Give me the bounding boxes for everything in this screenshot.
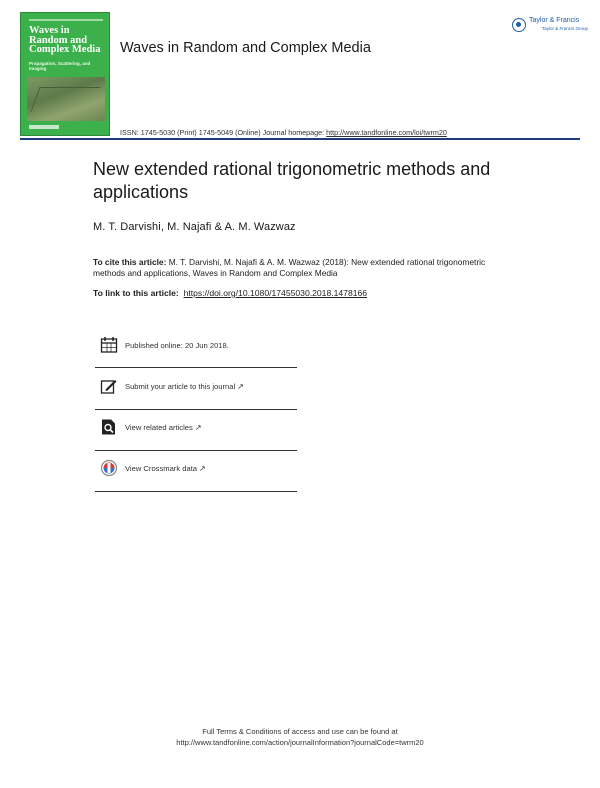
citation-text: M. T. Darvishi, M. Najafi & A. M. Wazwaz (2018): New extended rational trigonometric methods and applications, Waves in Random and Complex Media — [93, 257, 486, 278]
cover-image — [27, 77, 105, 121]
published-online-row — [95, 336, 297, 376]
submit-article-link[interactable] — [125, 382, 244, 391]
external-link-icon: ↗︎ — [199, 464, 206, 473]
cover-top-line — [29, 19, 103, 21]
issn-text: ISSN: 1745-5030 (Print) 1745-5049 (Online) Journal homepage: — [120, 128, 327, 137]
article-authors: M. T. Darvishi, M. Najafi & A. M. Wazwaz — [93, 221, 296, 233]
external-link-icon: ↗︎ — [194, 423, 202, 432]
doi-link[interactable]: https://doi.org/10.1080/17455030.2018.1478166 — [183, 288, 368, 298]
submit-article-row[interactable] — [95, 377, 297, 417]
related-articles-label: View related articles — [125, 423, 193, 432]
footer-terms-link[interactable]: http://www.tandfonline.com/action/journalInformation?journalCode=twrm20 — [176, 737, 424, 747]
crossmark-row[interactable] — [95, 459, 297, 499]
citation — [93, 257, 513, 279]
article-title: New extended rational trigonometric methods and applications — [93, 159, 491, 202]
divider — [95, 409, 297, 410]
divider — [95, 367, 297, 368]
published-online-text: Published online: 20 Jun 2018. — [125, 341, 229, 350]
search-document-icon — [100, 418, 118, 436]
issn-line — [120, 128, 447, 137]
related-articles-row[interactable] — [95, 418, 297, 458]
publisher-logo — [512, 16, 589, 36]
submit-article-label: Submit your article to this journal — [125, 382, 236, 391]
article-link-line — [93, 288, 367, 298]
publisher-logo-icon — [512, 18, 526, 32]
publisher-group: Taylor & Francis Group — [542, 26, 589, 31]
crossmark-label: View Crossmark data — [125, 464, 198, 473]
edit-icon — [100, 377, 118, 395]
link-label: To link to this article: — [93, 288, 179, 298]
crossmark-link[interactable] — [125, 464, 206, 473]
cover-subtitle: Propagation, Scattering, and Imaging — [29, 61, 91, 71]
divider — [95, 450, 297, 451]
publisher-name: Taylor & Francis — [529, 17, 580, 24]
footer — [0, 727, 600, 748]
related-articles-link[interactable] — [125, 423, 202, 432]
journal-homepage-link[interactable]: http://www.tandfonline.com/loi/twrm20 — [326, 128, 447, 137]
journal-cover — [20, 12, 110, 136]
calendar-icon — [100, 336, 118, 354]
cover-publisher-mark — [29, 125, 59, 129]
journal-title: Waves in Random and Complex Media — [120, 40, 371, 56]
header-rule — [20, 138, 580, 140]
crossmark-icon — [100, 459, 118, 477]
citation-label: To cite this article: — [93, 257, 167, 267]
divider — [95, 491, 297, 492]
cover-title: Waves in Random and Complex Media — [29, 25, 101, 55]
external-link-icon: ↗︎ — [237, 382, 244, 391]
footer-line-1: Full Terms & Conditions of access and use can be found at — [202, 727, 398, 736]
